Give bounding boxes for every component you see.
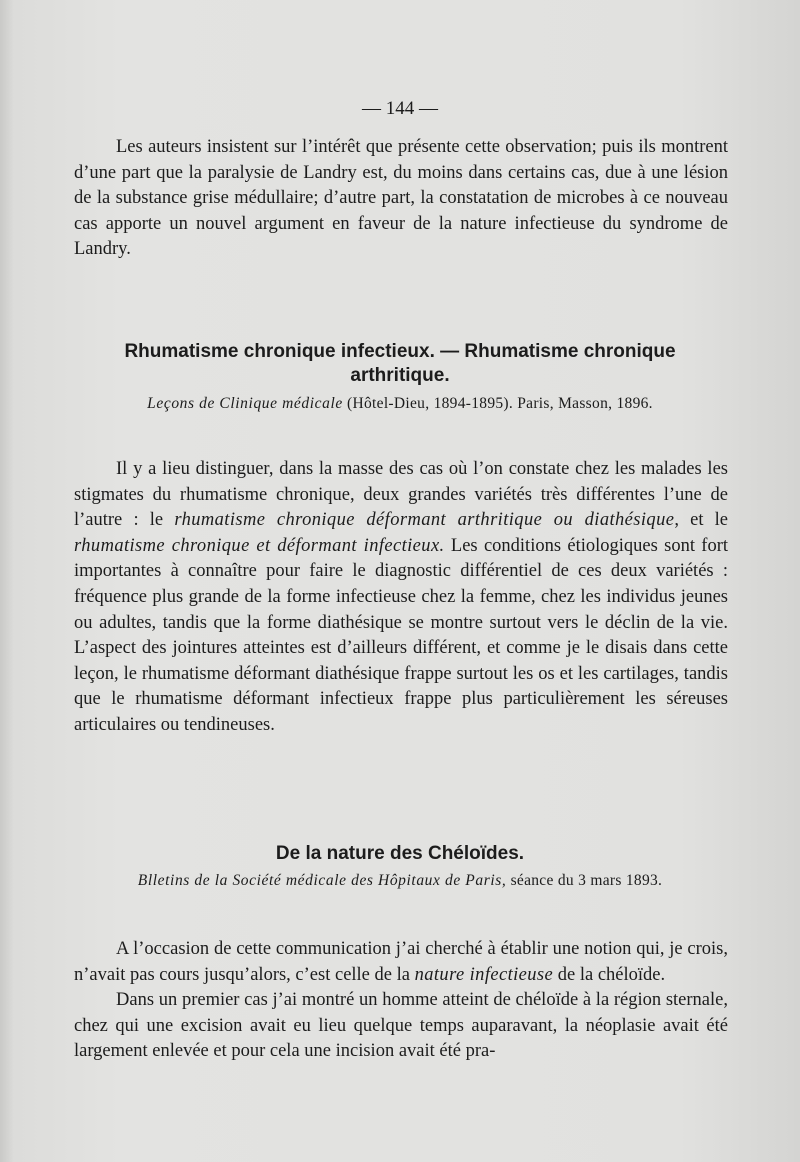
source-rhumatisme-work: Leçons de Clinique médicale <box>147 395 343 412</box>
source-cheloides <box>60 872 740 890</box>
paragraph-cheloides-2: Dans un premier cas j’ai montré un homme atteint de chéloïde à la région sternale, chez qui une excision avait eu lieu quelque temps auparavant, la néoplasie avait été largement enlevée et pour cela une incision avait été pra- <box>74 990 728 1062</box>
source-cheloides-details: séance du 3 mars 1893. <box>510 872 663 889</box>
section-landry-conclusion <box>74 135 728 263</box>
section-cheloides-body <box>74 937 728 1065</box>
heading-rhumatisme-line2: arthritique. <box>350 365 450 386</box>
term-rhumatisme-arthritique: rhumatisme chronique déformant arthritique ou diathésique <box>174 510 675 531</box>
term-rhumatisme-infectieux: rhumatisme chronique et déformant infectieux. <box>74 535 445 556</box>
heading-rhumatisme-line1: Rhumatisme chronique infectieux. — Rhumatisme chronique <box>124 341 676 362</box>
source-rhumatisme-details: (Hôtel-Dieu, 1894-1895). Paris, Masson, 1896. <box>347 395 653 412</box>
term-nature-infectieuse: nature infectieuse <box>414 964 554 985</box>
heading-rhumatisme <box>60 340 740 388</box>
paragraph-cheloides-1: A l’occasion de cette communication j’ai cherché à établir une notion qui, je crois, n’avait pas cours jusqu’alors, c’est celle de la nature infectieuse de la chéloïde. <box>74 939 728 985</box>
paragraph-rhumatisme: Il y a lieu distinguer, dans la masse des cas où l’on constate chez les malades les stigmates du rhumatisme chronique, deux grandes variétés très différentes l’une de l’autre : le rhumatisme chronique déformant arthritique ou diathésique, et le rhumatisme chronique et déformant infectieux. Les conditions étiologiques sont fort importantes à connaître pour faire le diagnostic différentiel de ces deux variétés : fréquence plus grande de la forme infectieuse chez la femme, chez les individus jeunes ou adultes, tandis que la forme diathésique se montre surtout vers le déclin de la vie. L’aspect des jointures atteintes est d’ailleurs différent, et comme je le disais dans cette leçon, le rhumatisme déformant diathésique frappe surtout les os et les cartilages, tandis que le rhumatisme déformant infectieux frappe plus particulièrement les séreuses articulaires ou tendineuses. <box>74 459 729 735</box>
heading-cheloides: De la nature des Chéloïdes. <box>275 843 525 864</box>
section-rhumatisme-body <box>74 457 728 739</box>
paragraph-landry: Les auteurs insistent sur l’intérêt que présente cette observation; puis ils montrent d’une part que la paralysie de Landry est, du moins dans certains cas, due à une lésion de la substance grise médullaire; d’autre part, la constatation de microbes à ce nouveau cas apporte un nouvel argument en faveur de la nature infectieuse du syndrome de Landry. <box>74 137 728 260</box>
source-cheloides-work: Blletins de la Société médicale des Hôpitaux de Paris, <box>137 872 507 889</box>
source-rhumatisme <box>60 395 740 413</box>
page-number: — 144 — <box>362 98 438 119</box>
